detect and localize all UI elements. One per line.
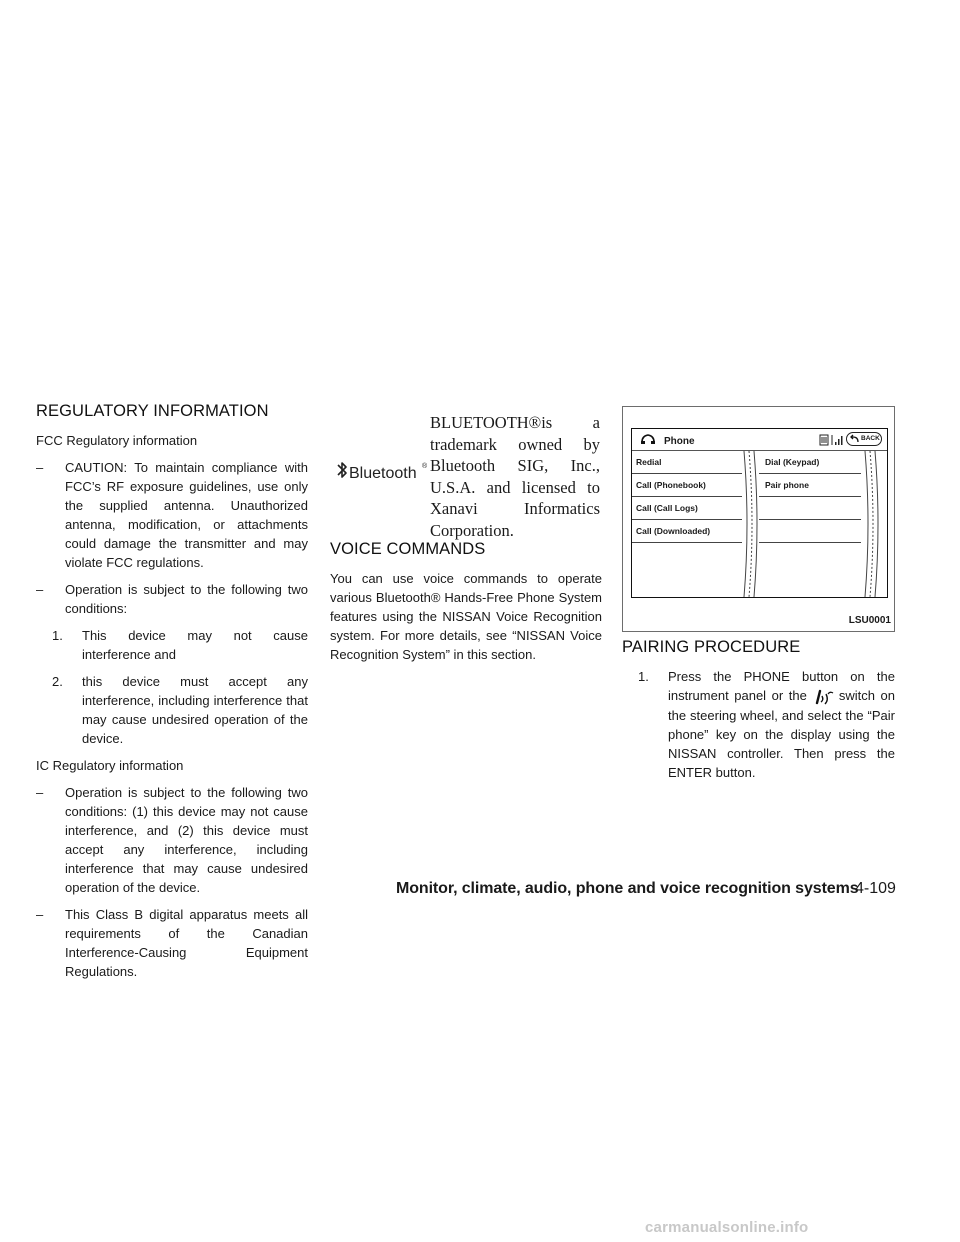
steering-phone-icon	[811, 688, 835, 706]
fcc-conditions-item	[36, 580, 308, 618]
menu-item-call-downloaded[interactable]	[632, 520, 742, 543]
list-dash: –	[36, 582, 44, 597]
fcc-conditions-text: Operation is subject to the following two conditions:	[65, 582, 308, 616]
bluetooth-voice-section	[330, 412, 602, 664]
step-1-number: 1.	[638, 669, 649, 684]
ic-conditions-text: Operation is subject to the following two conditions: (1) this device may not cause interference, and (2) this device must accept any interference, including interference that may cause undesired operation of the device.	[65, 785, 308, 895]
pairing-heading: PAIRING PROCEDURE	[622, 638, 801, 656]
page-number: 4-109	[855, 880, 896, 897]
menu-item-dial-keypad[interactable]	[759, 451, 861, 474]
scroll-divider-left	[740, 451, 764, 597]
step-1-text-after: switch on the steering wheel, and select the “Pair phone” key on the display using the NISSAN controller. Then press the ENTER button.	[668, 688, 895, 780]
ic-title: IC Regulatory information	[36, 758, 184, 773]
menu-label: Dial (Keypad)	[765, 457, 820, 467]
condition-2-number: 2.	[52, 674, 63, 689]
pairing-step-1	[622, 667, 895, 782]
phone-icon	[640, 433, 656, 446]
bluetooth-logo-text: Bluetooth	[349, 465, 417, 482]
watermark: carmanualsonline.info	[645, 1219, 809, 1236]
menu-item-call-logs[interactable]	[632, 497, 742, 520]
back-label: BACK	[861, 435, 880, 442]
fcc-caution-text: CAUTION: To maintain compliance with FCC’s RF exposure guidelines, use only the supplied antenna. Unauthorized antenna, modification, or attachments could damage the transmitter and may violate FCC regulations.	[65, 460, 308, 570]
condition-2	[36, 672, 308, 748]
menu-label: Call (Downloaded)	[636, 526, 711, 536]
bluetooth-trademark-block	[330, 412, 602, 540]
ic-classb-text: This Class B digital apparatus meets all requirements of the Canadian Interference-Causing Equipment Regulations.	[65, 907, 308, 979]
menu-item-redial[interactable]	[632, 451, 742, 474]
phone-screen-figure	[622, 406, 895, 632]
step-1-text-before: Press the PHONE button on the instrument panel or the	[668, 669, 895, 703]
list-dash: –	[36, 785, 44, 800]
ic-conditions-item	[36, 783, 308, 897]
list-dash: –	[36, 460, 44, 475]
scroll-divider-right	[861, 451, 885, 597]
back-arrow-icon	[849, 434, 860, 444]
bluetooth-trademark-note: BLUETOOTH®is a trademark owned by Bluetooth SIG, Inc., U.S.A. and licensed to Xanavi Informatics Corporation.	[430, 413, 600, 540]
menu-item-empty	[759, 497, 861, 520]
signal-icon	[819, 433, 843, 446]
screen-header	[632, 429, 887, 451]
menu-label: Call (Call Logs)	[636, 503, 698, 513]
menu-item-empty	[759, 520, 861, 543]
registered-mark: ®	[422, 463, 428, 470]
condition-2-text: this device must accept any interference, including interference that may cause undesired operation of the device.	[82, 674, 308, 746]
menu-label: Redial	[636, 457, 662, 467]
regulatory-heading: REGULATORY INFORMATION	[36, 402, 269, 420]
pairing-section	[622, 406, 895, 790]
menu-label: Pair phone	[765, 480, 809, 490]
fcc-caution-item	[36, 458, 308, 572]
menu-label: Call (Phonebook)	[636, 480, 706, 490]
fcc-title: FCC Regulatory information	[36, 433, 198, 448]
bluetooth-logo	[334, 458, 430, 484]
menu-item-pair-phone[interactable]	[759, 474, 861, 497]
screen-title: Phone	[664, 436, 695, 447]
back-button[interactable]	[846, 432, 882, 446]
voice-commands-body: You can use voice commands to operate various Bluetooth® Hands-Free Phone System features using the NISSAN Voice Recognition system. For more details, see “NISSAN Voice Recognition System” in this section.	[330, 571, 602, 662]
list-dash: –	[36, 907, 44, 922]
condition-1-number: 1.	[52, 628, 63, 643]
ic-classb-item	[36, 905, 308, 981]
menu-item-call-phonebook[interactable]	[632, 474, 742, 497]
condition-1	[36, 626, 308, 664]
phone-screen-display	[631, 428, 888, 598]
footer-section-title: Monitor, climate, audio, phone and voice recognition systems	[396, 880, 859, 897]
voice-commands-heading: VOICE COMMANDS	[330, 540, 486, 558]
figure-id: LSU0001	[848, 615, 891, 626]
regulatory-section	[36, 400, 308, 989]
condition-1-text: This device may not cause interference and	[82, 628, 308, 662]
